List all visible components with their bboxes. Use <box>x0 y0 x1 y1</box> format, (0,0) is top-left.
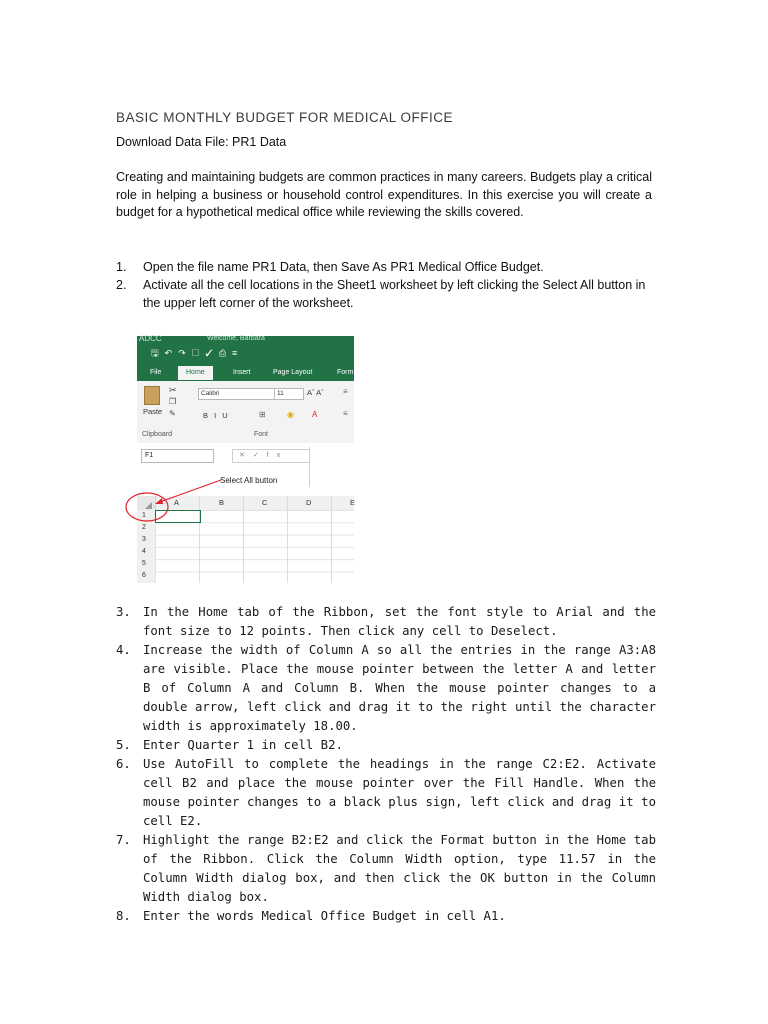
tab-page-layout[interactable]: Page Layout <box>273 369 313 376</box>
tab-insert[interactable]: Insert <box>233 369 251 376</box>
row-header[interactable]: 4 <box>142 548 146 555</box>
save-icon[interactable]: 🖫 <box>151 348 165 358</box>
step-text: Highlight the range B2:E2 and click the Format button in the Home tab of the Ribbon. Click the Column Width option, type 11.57 in the Column Width dialog box, and then click the OK button in the Column Width dialog box. <box>143 833 656 904</box>
intro-paragraph: Creating and maintaining budgets are common practices in many careers. Budgets play a critical role in helping a business or household control expenditures. In this exercise you will create a budget for a hypothetical medical office while reviewing the skills covered. <box>116 170 652 219</box>
app-logo: ADCC <box>139 334 162 343</box>
step-number: 1. <box>116 260 127 274</box>
row-header[interactable]: 1 <box>142 512 146 519</box>
step-item <box>116 907 656 926</box>
download-data-file-line: Download Data File: PR1 Data <box>116 135 287 149</box>
cancel-icon[interactable]: ✕ <box>239 452 253 459</box>
step-item <box>116 831 656 907</box>
grow-font-icon[interactable]: Aˆ Aˇ <box>307 388 324 397</box>
step-number: 8. <box>116 909 131 923</box>
select-all-callout-label: Select All button <box>220 476 278 485</box>
excel-screenshot <box>137 336 354 583</box>
tab-home[interactable]: Home <box>178 366 213 380</box>
font-size-box[interactable]: 11 <box>274 388 304 400</box>
row-header[interactable]: 3 <box>142 536 146 543</box>
paste-button[interactable]: Paste <box>143 407 163 416</box>
column-header[interactable]: B <box>219 498 225 507</box>
arrow-head <box>155 498 163 504</box>
clipboard-group-label: Clipboard <box>142 431 172 438</box>
select-all-annotation <box>137 336 354 583</box>
column-header[interactable]: C <box>262 498 268 507</box>
column-header[interactable]: E <box>350 498 356 507</box>
row-header[interactable]: 2 <box>142 524 146 531</box>
step-number: 7. <box>116 833 131 847</box>
cut-icon[interactable]: ✂ <box>169 385 177 395</box>
step-text: Use AutoFill to complete the headings in the range C2:E2. Activate cell B2 and place the mouse pointer over the Fill Handle. When the mouse pointer changes to a black plus sign, left click and drag it to cell E2. <box>143 757 656 828</box>
step-item <box>116 603 656 641</box>
step-text: Enter the words Medical Office Budget in cell A1. <box>143 909 506 923</box>
print-icon[interactable]: ⎙ <box>218 348 233 358</box>
bold-italic-underline-buttons[interactable]: B I U <box>203 411 230 420</box>
step-number: 2. <box>116 278 127 292</box>
step-item <box>116 258 652 276</box>
align-icon[interactable]: ≡ <box>343 387 348 396</box>
column-header[interactable]: A <box>174 498 180 507</box>
step-number: 5. <box>116 738 131 752</box>
steps-list-2 <box>116 603 656 926</box>
step-item <box>116 755 656 831</box>
spellcheck-icon[interactable]: ✓ <box>205 348 219 358</box>
font-name-box[interactable]: Calibri <box>198 388 275 400</box>
step-number: 4. <box>116 643 131 657</box>
tab-file[interactable]: File <box>150 369 162 376</box>
step-text: Enter Quarter 1 in cell B2. <box>143 738 343 752</box>
step-item <box>116 736 656 755</box>
copy-icon[interactable]: ❐ <box>169 397 177 406</box>
fx-icon[interactable]: fx <box>266 452 289 459</box>
font-color-icon[interactable]: A <box>312 410 318 419</box>
tab-formulas[interactable]: Form <box>337 369 354 376</box>
name-box[interactable]: F1 <box>141 449 214 463</box>
redo-icon[interactable]: ↷ <box>178 348 192 358</box>
folder-icon[interactable]: ▢ <box>191 348 206 358</box>
font-group-label: Font <box>254 431 269 438</box>
row-header[interactable]: 6 <box>142 572 146 579</box>
step-number: 6. <box>116 757 131 771</box>
fill-color-icon[interactable]: ◉ <box>287 410 294 419</box>
welcome-text: Welcome, Barbara <box>207 335 265 342</box>
step-text: In the Home tab of the Ribbon, set the font style to Arial and the font size to 12 points. Then click any cell to Deselect. <box>143 605 656 638</box>
highlight-circle <box>126 493 168 521</box>
format-painter-icon[interactable]: ✎ <box>169 409 176 418</box>
step-item <box>116 276 652 312</box>
step-number: 3. <box>116 605 131 619</box>
column-header[interactable]: D <box>306 498 312 507</box>
borders-icon[interactable]: ⊞ <box>259 410 266 419</box>
callout-arrow <box>157 480 221 503</box>
step-text: Open the file name PR1 Data, then Save As PR1 Medical Office Budget. <box>143 260 544 274</box>
row-header[interactable]: 5 <box>142 560 146 567</box>
steps-list-1 <box>116 258 652 312</box>
align-icon[interactable]: ≡ <box>343 409 348 418</box>
document-title: BASIC MONTHLY BUDGET FOR MEDICAL OFFICE <box>116 110 454 125</box>
enter-icon[interactable]: ✓ <box>252 452 267 459</box>
step-text: Increase the width of Column A so all the entries in the range A3:A8 are visible. Place the mouse pointer between the letter A and letter B of Column A and Column B. When the mouse pointer changes to a double arrow, left click and drag it to the right until the character width is approximately 18.00. <box>143 643 656 733</box>
step-text: Activate all the cell locations in the Sheet1 worksheet by left clicking the Select All button in the upper left corner of the worksheet. <box>143 278 646 310</box>
undo-icon[interactable]: ↶ <box>164 348 179 358</box>
customize-icon[interactable]: ≡ <box>232 348 244 358</box>
step-item <box>116 641 656 736</box>
